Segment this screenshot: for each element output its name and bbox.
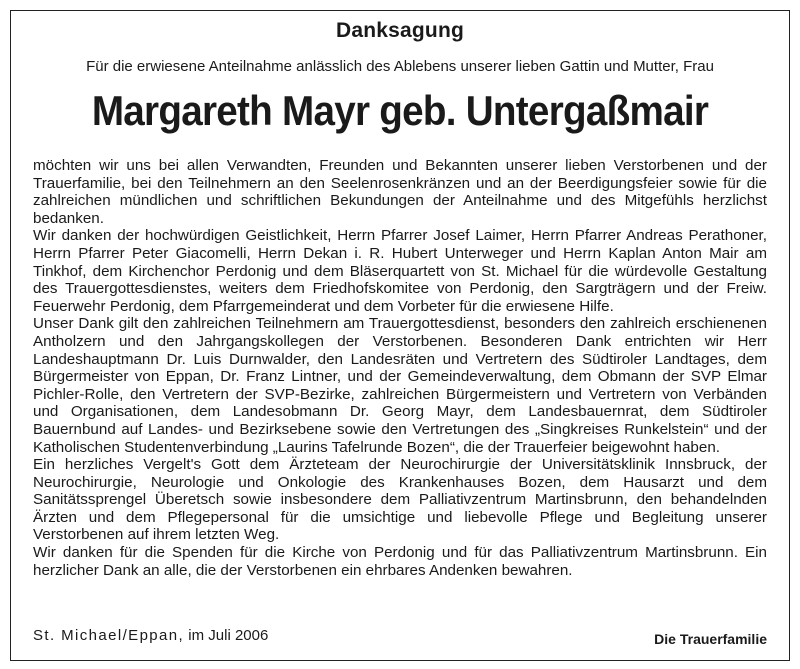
deceased-name: Margareth Mayr geb. Untergaßmair — [91, 87, 709, 134]
place-date-line — [33, 627, 268, 644]
paragraph-donations: Wir danken für die Spenden für die Kirche von Perdonig und für das Palliativzentrum Martinsbrunn. Ein herzlicher Dank an alle, die der Verstorbenen ein ehrbares Andenken bewahren. — [33, 544, 767, 579]
paragraph-thanks: möchten wir uns bei allen Verwandten, Freunden und Bekannten unserer lieben Verstorbenen und der Trauerfamilie, bei den Teilnehmern an den Seelenrosenkränzen und an der Beerdigungsfeier sowie für die zahlreichen mündlichen und schriftlichen Bekundungen der Anteilnahme und des Mitgefühls herzlichst bedanken. — [33, 157, 767, 227]
notice-heading: Danksagung — [335, 19, 465, 42]
notice-body — [33, 157, 767, 579]
intro-line: Für die erwiesene Anteilnahme anlässlich des Ablebens unserer lieben Gattin und Mutter, Frau — [86, 58, 714, 75]
date: im Juli 2006 — [188, 627, 269, 644]
paragraph-clergy: Wir danken der hochwürdigen Geistlichkeit, Herrn Pfarrer Josef Laimer, Herrn Pfarrer Andreas Perathoner, Herrn Pfarrer Peter Giacomelli, Herrn Dekan i. R. Hubert Unterweger und Herrn Kaplan Anton Mair am Tinkhof, dem Kirchenchor Perdonig und dem Bläserquartett von St. Michael für die würdevolle Gestaltung des Trauergottesdienstes, weiters dem Friedhofskomitee von Perdonig, den Sargträgern und der Freiw. Feuerwehr Perdonig, dem Pfarrgemeinderat und dem Vorbeter für die erwiesene Hilfe. — [33, 227, 767, 315]
obituary-notice — [10, 10, 790, 661]
paragraph-medical: Ein herzliches Vergelt's Gott dem Ärzteteam der Neurochirurgie der Universitätsklinik Innsbruck, der Neurochirurgie, Neurologie und Onkologie des Krankenhauses Bozen, dem Hausarzt und dem Sanitätssprengel Überetsch sowie insbesondere dem Palliativzentrum Martinsbrunn, den behandelnden Ärzten und dem Pflegepersonal für die umsichtige und liebevolle Pflege und Begleitung unserer Verstorbenen auf ihrem letzten Weg. — [33, 456, 767, 544]
place: St. Michael/Eppan, — [33, 627, 185, 644]
signature: Die Trauerfamilie — [654, 631, 767, 647]
paragraph-attendees: Unser Dank gilt den zahlreichen Teilnehmern am Trauergottesdienst, besonders den zahlreich erschienenen Antholzern und den Jahrgangskollegen der Verstorbenen. Besonderen Dank entrichten wir Herr Landeshauptmann Dr. Luis Durnwalder, den Landesräten und Vertretern des Südtiroler Landtages, dem Bürgermeister von Eppan, Dr. Franz Lintner, und der Gemeindeverwaltung, dem Obmann der SVP Elmar Pichler-Rolle, den Vertretern der SVP-Bezirke, zahlreichen Bürgermeistern und Vertretern von Verbänden und Organisationen, dem Landesobmann Dr. Georg Mayr, dem Landesbauernrat, dem Südtiroler Bauernbund auf Landes- und Bezirksebene sowie den Vertretungen des „Singkreises Runkelstein“ und der Katholischen Studentenverbindung „Laurins Tafelrunde Bozen“, die der Trauerfeier beigewohnt haben. — [33, 315, 767, 456]
